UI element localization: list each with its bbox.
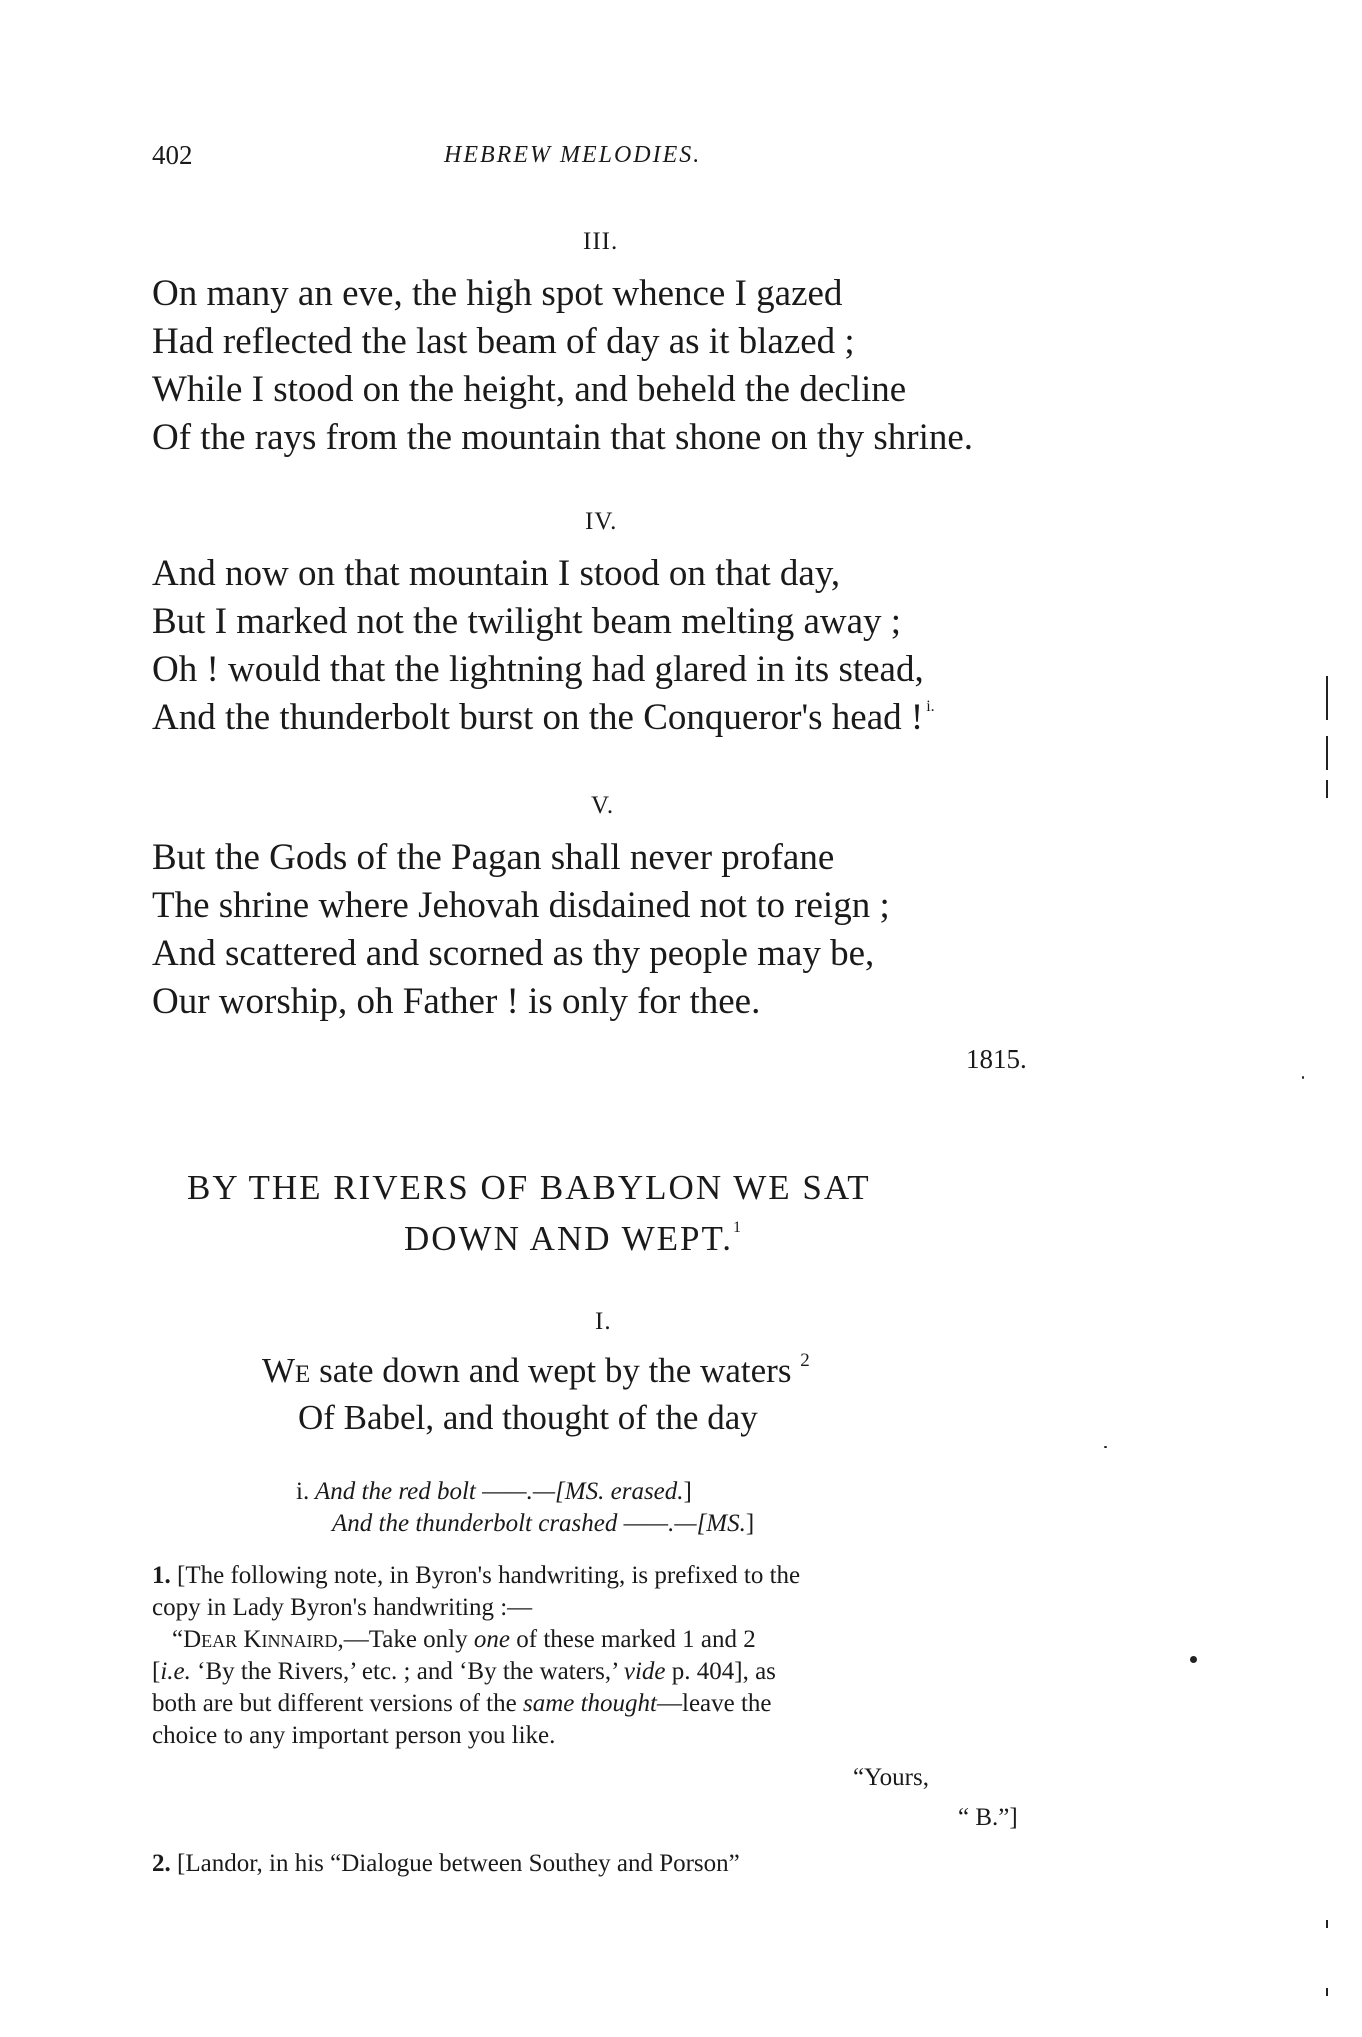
footnote-line: choice to any important person you like.: [152, 1722, 556, 1749]
variant-bracket: ]: [683, 1478, 692, 1505]
variant-bracket: ]: [745, 1510, 755, 1537]
footnote-emphasis: same thought: [522, 1690, 657, 1717]
footnote-ref: 2: [800, 1350, 810, 1371]
margin-dot: [1302, 1076, 1304, 1079]
poem-date: 1815.: [966, 1044, 1027, 1074]
footnote-text: ‘By the Rivers,’ etc. ; and ‘By the waters,’: [190, 1658, 624, 1685]
footnote-line: [152, 1850, 740, 1878]
footnote-text: [The following note, in Byron's handwriting, is prefixed to the: [177, 1562, 801, 1589]
verse-line: The shrine where Jehovah disdained not to reign ;: [152, 885, 890, 926]
footnote-line: [152, 1562, 800, 1590]
page-number: 402: [152, 140, 193, 170]
margin-mark: [1326, 736, 1328, 770]
verse-text: And the thunderbolt burst on the Conqueror's head !: [152, 697, 924, 738]
verse-line: But the Gods of the Pagan shall never profane: [152, 837, 835, 878]
footnote-ref: i.: [926, 698, 935, 715]
footnote-text: —leave the: [657, 1690, 772, 1717]
footnote-line: [172, 1626, 756, 1654]
verse-initial: W: [262, 1351, 296, 1390]
poem-title-line: [404, 1219, 741, 1259]
footnote-text: [Landor, in his “Dialogue between Southey and Porson”: [177, 1850, 740, 1877]
verse-line: Our worship, oh Father ! is only for thee.: [152, 981, 761, 1022]
verse-line: And scattered and scorned as thy people may be,: [152, 933, 875, 974]
footnote-line: copy in Lady Byron's handwriting :—: [152, 1594, 533, 1621]
poem-title-text: DOWN AND WEPT.: [404, 1219, 734, 1258]
verse-line: Had reflected the last beam of day as it blazed ;: [152, 321, 855, 362]
variant-ms: MS.: [706, 1510, 746, 1537]
footnote-ref: 1: [733, 1219, 742, 1236]
verse-line: [152, 696, 935, 739]
margin-mark: [1326, 780, 1328, 798]
verse-line: Oh ! would that the lightning had glared in its stead,: [152, 649, 924, 690]
margin-mark: [1326, 1920, 1328, 1928]
variant-reading: [332, 1510, 754, 1538]
footnote-addressee: Dear Kinnaird: [183, 1626, 338, 1653]
verse-line: Of Babel, and thought of the day: [298, 1398, 758, 1437]
footnote-text: ,—Take only: [337, 1626, 474, 1653]
verse-smallcaps: E: [295, 1361, 311, 1388]
footnote-quote: “: [172, 1626, 184, 1653]
verse-line: Of the rays from the mountain that shone on thy shrine.: [152, 417, 974, 458]
footnote-label: 2.: [152, 1850, 171, 1877]
variant-reading: [296, 1478, 692, 1506]
verse-text: sate down and wept by the waters: [310, 1351, 801, 1390]
stanza-number: V.: [591, 792, 615, 819]
footnote-text: [: [152, 1658, 161, 1685]
footnote-text: both are but different versions of the: [152, 1690, 523, 1717]
footnote-signature: “ B.”]: [958, 1804, 1018, 1831]
footnote-emphasis: i.e.: [160, 1658, 191, 1685]
verse-line: On many an eve, the high spot whence I gazed: [152, 273, 843, 314]
footnote-line: [152, 1658, 776, 1686]
poem-title-line: BY THE RIVERS OF BABYLON WE SAT: [187, 1168, 871, 1207]
stanza-number: I.: [595, 1308, 612, 1335]
verse-line: But I marked not the twilight beam melting away ;: [152, 601, 902, 642]
margin-mark: [1326, 676, 1328, 720]
variant-text: And the thunderbolt crashed ——.—[: [332, 1510, 707, 1537]
stanza-number: III.: [583, 228, 619, 255]
footnote-label: 1.: [152, 1562, 171, 1589]
footnote-text: p. 404], as: [665, 1658, 776, 1685]
footnote-closing: “Yours,: [853, 1764, 929, 1791]
verse-line: [262, 1350, 810, 1391]
verse-line: And now on that mountain I stood on that day,: [152, 553, 841, 594]
variant-text: And the red bolt ——.—[: [315, 1478, 565, 1505]
margin-mark: [1326, 1988, 1328, 1996]
footnote-text: of these marked 1 and 2: [510, 1626, 756, 1653]
margin-dot: [1104, 1446, 1107, 1448]
running-title: HEBREW MELODIES.: [444, 142, 702, 168]
footnote-line: [152, 1690, 772, 1718]
footnote-emphasis: one: [473, 1626, 510, 1653]
verse-line: While I stood on the height, and beheld the decline: [152, 369, 907, 410]
stanza-number: IV.: [585, 508, 618, 535]
variant-label: i.: [296, 1478, 310, 1505]
variant-ms: MS. erased.: [564, 1478, 684, 1505]
footnote-emphasis: vide: [623, 1658, 666, 1685]
margin-dot: [1190, 1656, 1197, 1663]
